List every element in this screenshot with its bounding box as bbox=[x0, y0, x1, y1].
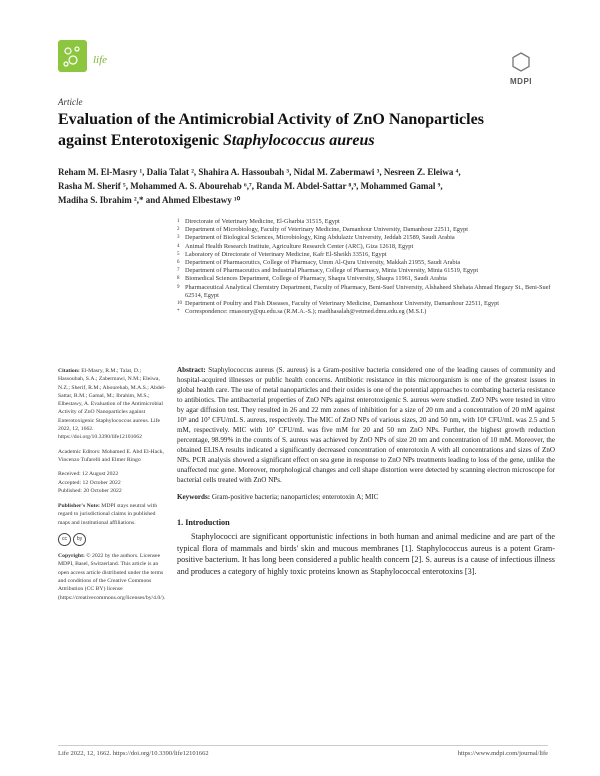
section-heading: 1. Introduction bbox=[177, 518, 230, 527]
affiliation-number: * bbox=[177, 309, 180, 315]
affiliation-item bbox=[177, 267, 557, 275]
affiliation-number: 9 bbox=[177, 284, 180, 290]
affiliation-number: 6 bbox=[177, 260, 180, 266]
publisher-note-text: MDPI stays neutral with regard to jurisdictional claims in published maps and institutional affiliations. bbox=[58, 503, 158, 526]
affiliation-item bbox=[177, 243, 557, 251]
affiliation-number: 10 bbox=[177, 301, 182, 307]
title-line-2: against Enterotoxigenic bbox=[58, 132, 224, 149]
by-icon: by bbox=[73, 533, 86, 546]
affiliation-text: Pharmaceutical Analytical Chemistry Department, Faculty of Pharmacy, Beni-Suef University, Alshaheed Shehata Ahmad Hegazy St., Beni-Suef 62514, Egypt bbox=[185, 283, 551, 299]
copyright-text: © 2022 by the authors. Licensee MDPI, Basel, Switzerland. This article is an open access article distributed under the terms and conditions of the Creative Commons Attribution (CC BY) license (https://creativecommons.org/licenses/by/4.0/). bbox=[58, 553, 166, 601]
main-column bbox=[177, 365, 555, 577]
affiliation-text: Laboratory of Directorate of Veterinary Medicine, Kafr El-Sheikh 33516, Egypt bbox=[185, 250, 387, 258]
affiliation-item bbox=[177, 284, 557, 300]
affiliation-item bbox=[177, 234, 557, 242]
publisher-logo bbox=[498, 52, 544, 86]
publisher-name: MDPI bbox=[510, 77, 532, 86]
keywords-text: Gram-positive bacteria; nanoparticles; enterotoxin A; MIC bbox=[211, 493, 379, 501]
author-line: Rasha M. Sherif ⁵, Mohammed A. S. Abourehab ⁶,⁷, Randa M. Abdel-Sattar ⁸,⁹, Mohammed Gamal ⁹, bbox=[58, 181, 443, 191]
affiliation-number: 7 bbox=[177, 268, 180, 274]
affiliation-text: Department of Poultry and Fish Diseases, Faculty of Veterinary Medicine, Damanhour University, Damanhour 22511, Egypt bbox=[185, 300, 500, 308]
title-line-1: Evaluation of the Antimicrobial Activity of ZnO Nanoparticles bbox=[58, 111, 484, 128]
copyright-block bbox=[58, 552, 166, 602]
citation-text: El-Masry, R.M.; Talat, D.; Hassoubah, S.A.; Zabermawi, N.M.; Eleiwa, N.Z.; Sherif, R.M.; Abourehab, M.A.S.; Abdel-Sattar, R.M.; Gamal, M.; Ibrahim, M.S.; Elbestawy, A. Evaluation of the Antimicrobial Activity of ZnO Nanoparticles against Enterotoxigenic Staphylococcus aureus. Life 2022, 12, 1662. https://doi.org/10.3390/life12101662 bbox=[58, 368, 166, 441]
mdpi-hexagon-icon bbox=[511, 52, 531, 72]
footer-citation[interactable]: Life 2022, 12, 1662. https://doi.org/10.3390/life12101662 bbox=[58, 750, 209, 757]
affiliation-number: 5 bbox=[177, 251, 180, 257]
affiliation-item bbox=[177, 218, 557, 226]
affiliation-item bbox=[177, 275, 557, 283]
editors-block bbox=[58, 448, 166, 465]
editors-label: Academic Editors: bbox=[58, 448, 101, 455]
affiliation-text: Department of Biological Sciences, Microbiology, King Abdulaziz University, Jeddah 21589, Saudi Arabia bbox=[185, 234, 455, 242]
affiliation-item bbox=[177, 300, 557, 308]
abstract-text: Staphylococcus aureus (S. aureus) is a Gram-positive bacteria considered one of the leading causes of community and hospital-acquired illnesses or public health concerns. Antibiotic resistance in this microorganism is one of the greatest issues in global health care. The use of metal nanoparticles and their oxides is one of the potential approaches to combating bacteria resistance to antibiotics. The antibacterial properties of ZnO NPs against enterotoxigenic S. aureus were studied. ZnO NPs were tested in vitro by agar diffusion test. They resulted in 26 and 22 mm zones of inhibition for a size of 20 nm and a concentration of 20 mM against 10⁵ and 10⁷ CFU/mL S. aureus, respectively. The MIC of ZnO NPs of various sizes, 20 and 50 nm, with 10⁵ CFU/mL was 2.5 and 5 mM, respectively. MIC with 10⁷ CFU/mL was five mM for 20 and 50 nm ZnO NPs. Further, the highest growth reduction percentage, 98.99% in the counts of S. aureus was achieved by ZnO NPs of size 20 nm and concentration of 10 mM. Moreover, the obtained ELISA results indicated a significantly decreased concentration of enterotoxin A with all concentrations and sizes of ZnO NPs. PCR analysis showed a significant effect on sea gene in response to ZnO NPs treatments leading to loss of the gene, unlike the unaffected nuc gene. Moreover, morphological changes and cell shape distortion were detected by scanning electron microscope for bacterial cells treated with ZnO NPs. bbox=[177, 366, 556, 484]
affiliation-number: 1 bbox=[177, 219, 180, 224]
affiliation-item bbox=[177, 226, 557, 234]
affiliation-number: 2 bbox=[177, 227, 180, 233]
editors-text: Mohamed E. Abd El-Hack, Vincenzo Tufarelli and Elmer Ringo bbox=[58, 448, 164, 463]
affiliation-item bbox=[177, 308, 557, 316]
journal-logo-icon bbox=[58, 40, 87, 72]
copyright-label: Copyright: bbox=[58, 553, 85, 560]
affiliation-text: Biomedical Sciences Department, College of Pharmacy, Shaqra University, Shaqra 11961, Saudi Arabia bbox=[185, 275, 447, 283]
article-sidebar bbox=[58, 367, 166, 608]
intro-paragraph: Staphylococci are significant opportunistic infections in both human and animal medicine and are part of the typical flora of mammals and birds' skin and mucous membranes [1]. Staphylococcus aureus is a potent Gram-positive bacterium. It has long been considered a public health concern [2]. S. aureus is a cause of infectious illness and produces a category of highly toxic proteins known as Staphylococcal enterotoxins [3]. bbox=[177, 532, 555, 576]
publisher-note-label: Publisher's Note: bbox=[58, 503, 100, 510]
affiliation-number: 8 bbox=[177, 276, 180, 282]
journal-name: life bbox=[93, 54, 108, 66]
citation-block bbox=[58, 367, 166, 442]
keywords-label: Keywords: bbox=[177, 493, 211, 501]
cc-icon: cc bbox=[58, 533, 71, 546]
keywords bbox=[177, 492, 555, 502]
affiliation-item bbox=[177, 259, 557, 267]
published-date: Published: 20 October 2022 bbox=[58, 487, 122, 494]
cc-license-badge[interactable] bbox=[58, 533, 166, 546]
article-title bbox=[58, 109, 548, 151]
abstract-label: Abstract: bbox=[177, 366, 206, 374]
affiliation-number: 4 bbox=[177, 243, 180, 249]
affiliation-text: Directorate of Veterinary Medicine, El-Gharbia 31515, Egypt bbox=[185, 218, 340, 225]
affiliation-number: 3 bbox=[177, 235, 180, 241]
received-date: Received: 12 August 2022 bbox=[58, 471, 119, 478]
article-type: Article bbox=[58, 97, 83, 107]
author-line: Reham M. El-Masry ¹, Dalia Talat ², Shahira A. Hassoubah ³, Nidal M. Zabermawi ³, Nesreen Z. Eleiwa ⁴, bbox=[58, 167, 461, 177]
affiliation-text: Correspondence: rmasoury@qu.edu.sa (R.M.A.-S.); madihasalah@vetmed.dmu.edu.eg (M.S.I.) bbox=[185, 308, 427, 316]
affiliation-text: Department of Pharmaceutics, College of Pharmacy, Umm Al-Qura University, Makkah 21955, Saudi Arabia bbox=[185, 259, 461, 267]
affiliation-list bbox=[177, 218, 557, 316]
author-line: Madiha S. Ibrahim ²,* and Ahmed Elbestawy ¹⁰ bbox=[58, 195, 241, 205]
publisher-note bbox=[58, 502, 166, 527]
affiliation-text: Department of Microbiology, Faculty of Veterinary Medicine, Damanhour University, Damanhour 22511, Egypt bbox=[185, 226, 468, 234]
affiliation-text: Department of Pharmaceutics and Industrial Pharmacy, College of Pharmacy, Minia University, Minia 61519, Egypt bbox=[185, 267, 479, 275]
footer-journal-link[interactable]: https://www.mdpi.com/journal/life bbox=[457, 750, 548, 757]
abstract bbox=[177, 365, 555, 485]
author-list bbox=[58, 165, 548, 207]
title-species: Staphylococcus aureus bbox=[223, 132, 375, 149]
affiliation-text: Animal Health Research Institute, Agriculture Research Center (ARC), Giza 12618, Egypt bbox=[185, 242, 414, 250]
citation-label: Citation: bbox=[58, 368, 80, 374]
accepted-date: Accepted: 12 October 2022 bbox=[58, 479, 121, 486]
page-footer bbox=[58, 745, 548, 757]
dates-block bbox=[58, 470, 166, 495]
affiliation-item bbox=[177, 251, 557, 259]
